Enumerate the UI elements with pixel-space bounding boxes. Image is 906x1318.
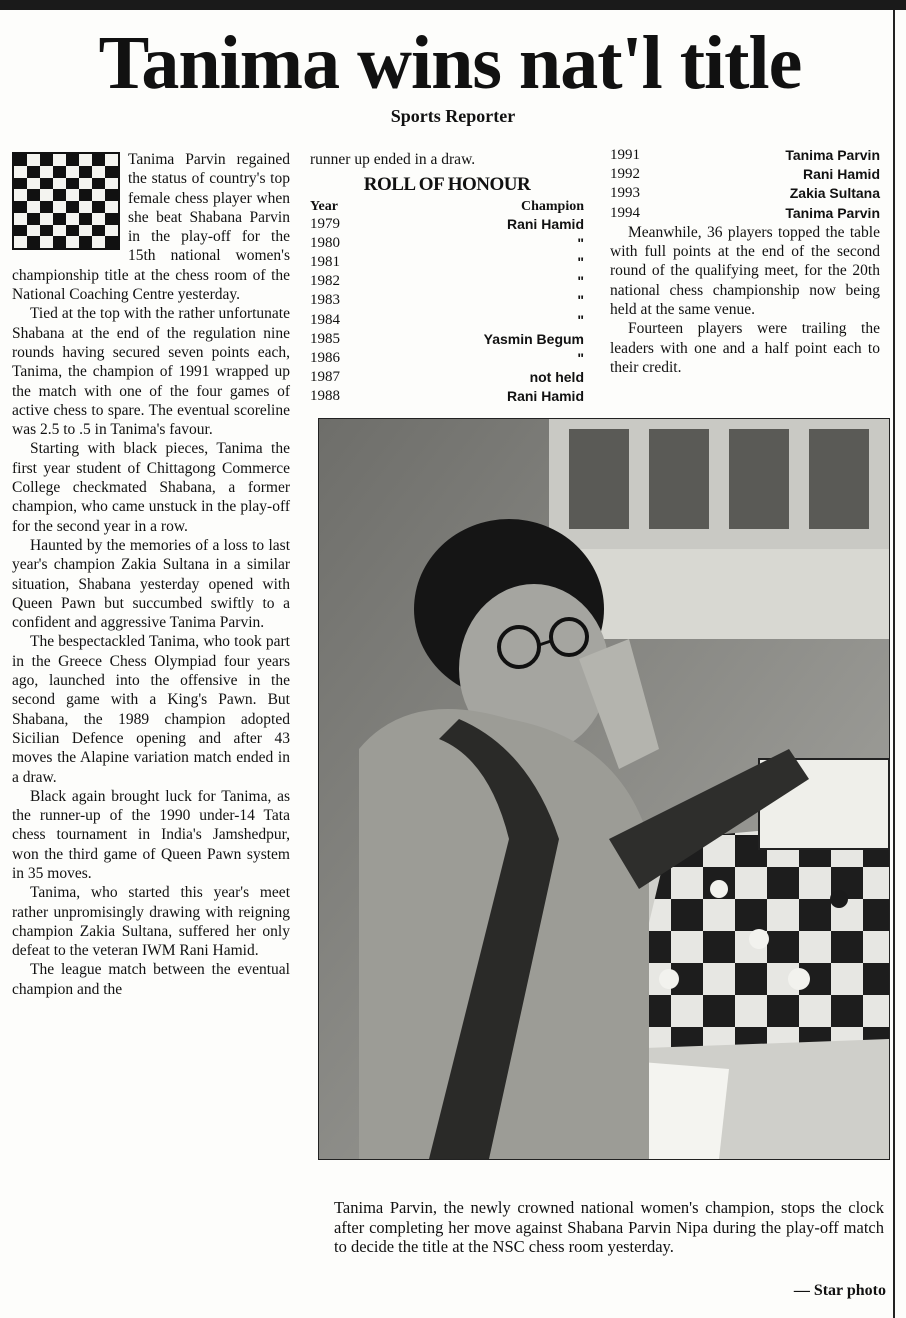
roll-row <box>310 291 584 310</box>
paragraph: Tied at the top with the rather unfortunate Shabana at the end of the regulation nine rounds having secured seven points each, Tanima, the champion of 1991 wrapped up the match with one of the four games of active chess to spare. The eventual scoreline was 2.5 to .5 in Tanima's favour. <box>12 305 290 439</box>
roll-row <box>610 146 880 165</box>
paragraph: Tanima, who started this year's meet rather unpromisingly drawing with reigning champion Zakia Sultana, suffered her only defeat to the veteran IWM Rani Hamid. <box>12 884 290 960</box>
news-photo-chess-match <box>318 418 890 1160</box>
roll-year: 1994 <box>610 204 640 221</box>
roll-header-champion: Champion <box>520 198 584 214</box>
article-column-3 <box>610 146 880 377</box>
roll-champion: " <box>577 350 584 367</box>
paragraph-runover: runner up ended in a draw. <box>310 151 476 168</box>
paragraph: Black again brought luck for Tanima, as the runner-up of the 1990 under-14 Tata chess tournament in India's Jamshedpur, won the third game of Queen Pawn system in 35 moves. <box>12 787 290 882</box>
article-column-1 <box>12 150 290 999</box>
photo-caption: Tanima Parvin, the newly crowned national women's champion, stops the clock after completing her move against Shabana Parvin Nipa during the play-off match to decide the title at the NSC chess room yesterday. <box>334 1198 884 1257</box>
paragraph: Meanwhile, 36 players topped the table with full points at the end of the second round of the qualifying meet, for the 20th national chess championship now being held at the same venue. <box>610 223 880 318</box>
roll-row <box>610 184 880 203</box>
photo-credit: — Star photo <box>793 1282 886 1299</box>
roll-row <box>310 234 584 253</box>
roll-champion: " <box>577 273 584 290</box>
byline: Sports Reporter <box>390 106 516 126</box>
chess-board-logo-icon <box>12 152 120 250</box>
roll-year: 1984 <box>310 311 340 328</box>
roll-champion: Rani Hamid <box>506 215 584 232</box>
roll-year: 1988 <box>310 388 340 405</box>
roll-champion: " <box>577 254 584 270</box>
roll-champion: Zakia Sultana <box>789 185 880 202</box>
roll-champion: " <box>577 292 584 309</box>
roll-champion: Yasmin Begum <box>483 330 584 347</box>
roll-year: 1986 <box>310 350 340 367</box>
roll-year: 1992 <box>610 166 640 183</box>
roll-champion: not held <box>529 369 584 386</box>
roll-header <box>310 199 584 215</box>
roll-row <box>310 368 584 387</box>
roll-row <box>310 311 584 330</box>
roll-year: 1987 <box>310 369 340 386</box>
roll-row <box>610 204 880 223</box>
roll-row <box>310 349 584 368</box>
roll-champion: " <box>577 234 584 251</box>
roll-year: 1979 <box>310 215 340 232</box>
roll-year: 1985 <box>310 330 340 347</box>
roll-year: 1993 <box>610 185 640 202</box>
roll-row <box>310 387 584 406</box>
roll-year: 1983 <box>310 292 340 309</box>
column-rule <box>893 10 895 1318</box>
paragraph: Haunted by the memories of a loss to last year's champion Zakia Sultana in a similar situation, Shabana yesterday opened with Queen Pawn but succumbed swiftly to a confident and aggressive Tanima Parvin. <box>12 536 290 632</box>
roll-row <box>610 165 880 184</box>
roll-champion: Tanima Parvin <box>785 204 880 221</box>
paragraph: The league match between the eventual champion and the <box>12 961 290 998</box>
roll-header-year: Year <box>310 198 338 214</box>
roll-champion: Tanima Parvin <box>785 147 880 163</box>
roll-champion: " <box>577 311 584 328</box>
paragraph: Tanima Parvin regained the status of country's top female chess player when she beat Shabana Parvin in the play-off for the 15th national women's championship title at the chess room of the National Coaching Centre yesterday. <box>12 151 290 304</box>
article-column-2 <box>310 150 584 407</box>
roll-champion: Rani Hamid <box>506 388 584 405</box>
roll-year: 1982 <box>310 273 340 290</box>
paragraph: The bespectackled Tanima, who took part in the Greece Chess Olympiad four years ago, launched into the offensive in the second game with a King's Pawn. But Shabana, the 1989 champion adopted Sicilian Defence opening and after 43 moves the Alapine variation match ended in a draw. <box>12 633 290 786</box>
paragraph: Starting with black pieces, Tanima the first year student of Chittagong Commerce College checkmated Shabana, a former champion, who came unstuck in the play-off for the second year in a row. <box>12 440 290 535</box>
roll-row <box>310 253 584 272</box>
roll-row <box>310 272 584 291</box>
headline: Tanima wins nat'l title <box>98 21 802 105</box>
roll-champion: Rani Hamid <box>802 166 880 183</box>
roll-of-honour-title: ROLL OF HONOUR <box>363 174 531 196</box>
roll-year: 1980 <box>310 234 340 251</box>
top-rule <box>0 0 906 10</box>
roll-row <box>310 330 584 349</box>
roll-year: 1991 <box>610 147 640 163</box>
paragraph: Fourteen players were trailing the leaders with one and a half point each to their credit. <box>610 320 880 376</box>
roll-year: 1981 <box>310 254 340 270</box>
roll-row <box>310 215 584 234</box>
